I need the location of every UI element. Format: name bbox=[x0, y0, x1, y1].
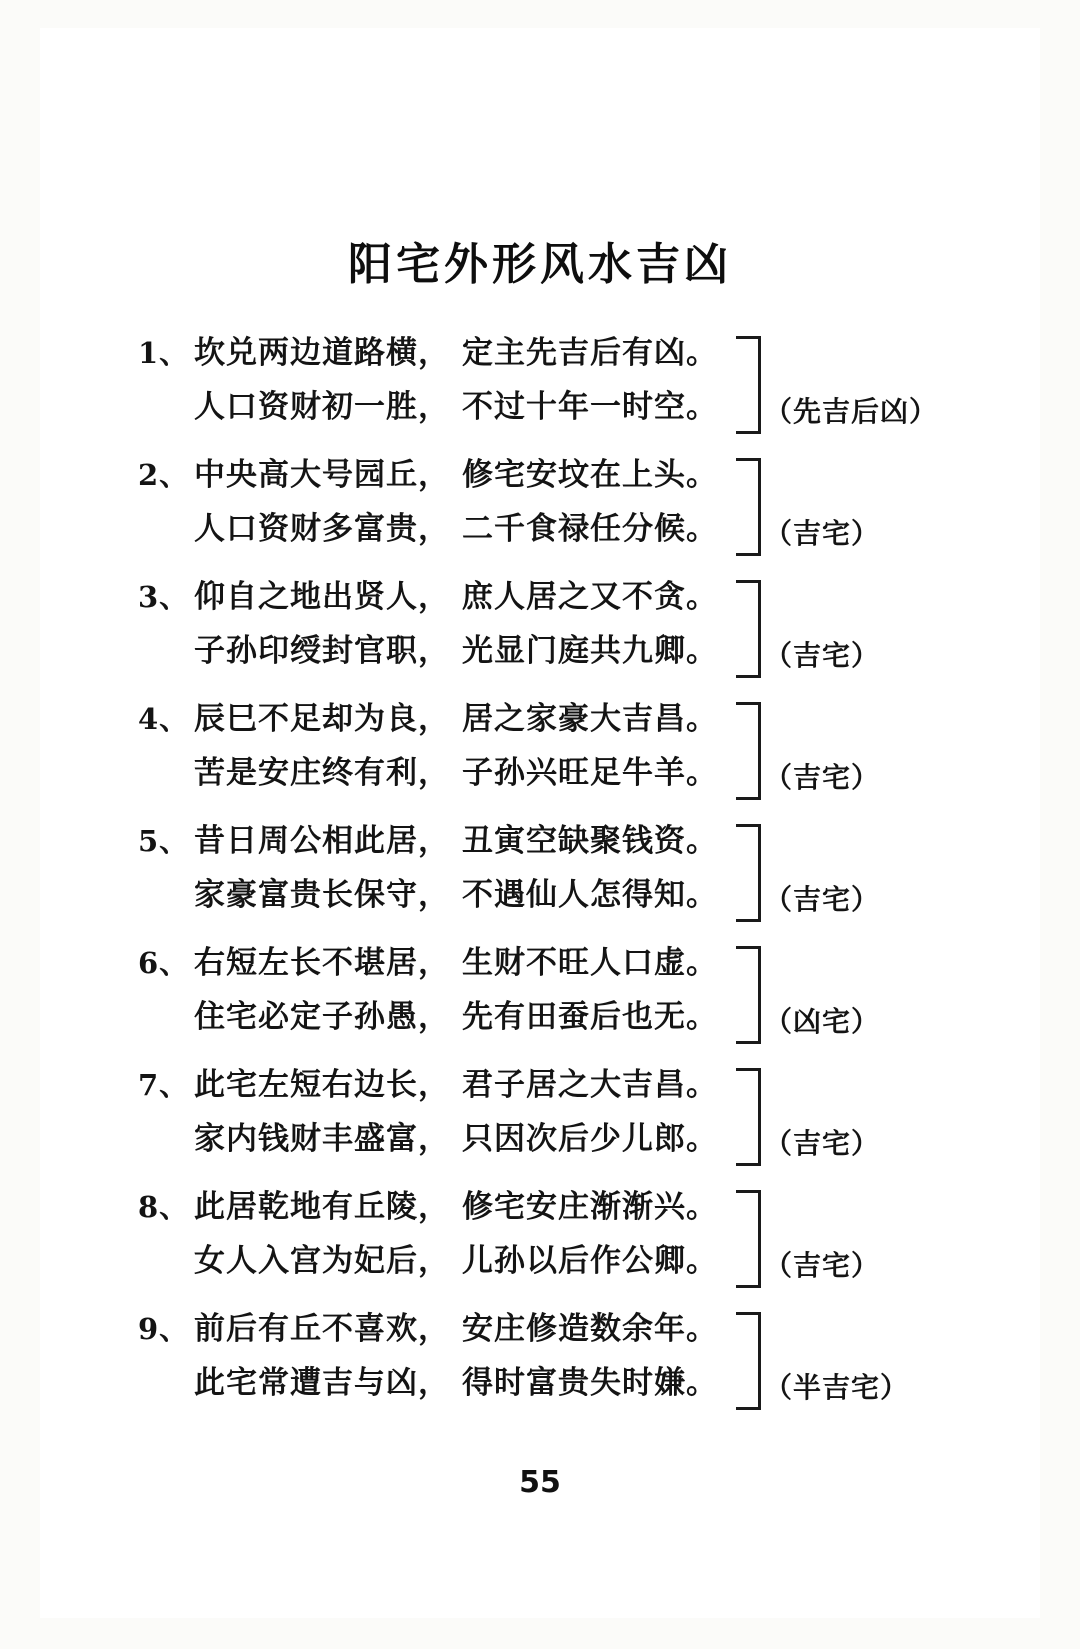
verse-text: 居之家豪大吉昌。 bbox=[462, 701, 718, 737]
brace-bracket bbox=[736, 824, 761, 922]
verse-text: 坎兑两边道路横， bbox=[194, 335, 450, 371]
verse-item bbox=[138, 1180, 1000, 1288]
verse-verdict-tag: （吉宅） bbox=[764, 517, 881, 550]
verse-text: 不遇仙人怎得知。 bbox=[462, 877, 718, 913]
page-content bbox=[40, 28, 1040, 1618]
verse-text: 子孙兴旺足牛羊。 bbox=[462, 755, 718, 791]
verse-text: 人口资财多富贵， bbox=[194, 511, 450, 547]
verse-text: 只因次后少儿郎。 bbox=[462, 1121, 718, 1157]
verse-text: 苦是安庄终有利， bbox=[194, 755, 450, 791]
verse-verdict-tag: （凶宅） bbox=[764, 1005, 881, 1038]
verse-verdict-tag: （吉宅） bbox=[764, 1127, 881, 1160]
verse-item bbox=[138, 814, 1000, 922]
verse-text: 子孙印绶封官职， bbox=[194, 633, 450, 669]
verse-text: 不过十年一时空。 bbox=[462, 389, 718, 425]
page-title: 阳宅外形风水吉凶 bbox=[348, 239, 732, 290]
verse-line bbox=[138, 1180, 1000, 1234]
verse-text: 前后有丘不喜欢， bbox=[194, 1311, 450, 1347]
verse-item bbox=[138, 1302, 1000, 1410]
verse-item bbox=[138, 1058, 1000, 1166]
verse-verdict-tag: （半吉宅） bbox=[764, 1371, 910, 1404]
verse-text: 丑寅空缺聚钱资。 bbox=[462, 823, 718, 859]
verse-text: 仰自之地出贤人， bbox=[194, 579, 450, 615]
verse-text: 右短左长不堪居， bbox=[194, 945, 450, 981]
verse-number: 6、 bbox=[138, 946, 190, 980]
verse-line bbox=[138, 326, 1000, 380]
verse-line bbox=[138, 814, 1000, 868]
verse-text: 庶人居之又不贪。 bbox=[462, 579, 718, 615]
verse-line bbox=[138, 570, 1000, 624]
verse-verdict-tag: （吉宅） bbox=[764, 639, 881, 672]
verse-verdict-tag: （吉宅） bbox=[764, 761, 881, 794]
brace-bracket bbox=[736, 458, 761, 556]
verse-item bbox=[138, 570, 1000, 678]
verse-line bbox=[138, 936, 1000, 990]
verse-text: 人口资财初一胜， bbox=[194, 389, 450, 425]
verse-text: 辰巳不足却为良， bbox=[194, 701, 450, 737]
verse-verdict-tag: （吉宅） bbox=[764, 883, 881, 916]
verse-text: 得时富贵失时嫌。 bbox=[462, 1365, 718, 1401]
verse-text: 安庄修造数余年。 bbox=[462, 1311, 718, 1347]
verse-line bbox=[138, 448, 1000, 502]
verse-text: 此宅左短右边长， bbox=[194, 1067, 450, 1103]
brace-bracket bbox=[736, 946, 761, 1044]
brace-bracket bbox=[736, 1190, 761, 1288]
brace-bracket bbox=[736, 1068, 761, 1166]
verse-text: 二千食禄任分候。 bbox=[462, 511, 718, 547]
verse-text: 住宅必定子孙愚， bbox=[194, 999, 450, 1035]
verse-text: 先有田蚕后也无。 bbox=[462, 999, 718, 1035]
verse-text: 中央高大号园丘， bbox=[194, 457, 450, 493]
verse-text: 女人入宫为妃后， bbox=[194, 1243, 450, 1279]
verse-list bbox=[40, 326, 1040, 1410]
verse-text: 儿孙以后作公卿。 bbox=[462, 1243, 718, 1279]
verse-text: 修宅安坟在上头。 bbox=[462, 457, 718, 493]
verse-number: 8、 bbox=[138, 1190, 190, 1224]
verse-verdict-tag: （吉宅） bbox=[764, 1249, 881, 1282]
verse-text: 光显门庭共九卿。 bbox=[462, 633, 718, 669]
verse-number: 7、 bbox=[138, 1068, 190, 1102]
verse-line bbox=[138, 1302, 1000, 1356]
verse-number: 5、 bbox=[138, 824, 190, 858]
verse-number: 2、 bbox=[138, 458, 190, 492]
brace-bracket bbox=[736, 702, 761, 800]
verse-number: 1、 bbox=[138, 336, 190, 370]
verse-text: 君子居之大吉昌。 bbox=[462, 1067, 718, 1103]
verse-text: 此宅常遭吉与凶， bbox=[194, 1365, 450, 1401]
verse-line bbox=[138, 692, 1000, 746]
verse-item bbox=[138, 326, 1000, 434]
page-number: 55 bbox=[519, 1465, 561, 1500]
verse-text: 家内钱财丰盛富， bbox=[194, 1121, 450, 1157]
verse-text: 定主先吉后有凶。 bbox=[462, 335, 718, 371]
verse-item bbox=[138, 692, 1000, 800]
verse-verdict-tag: （先吉后凶） bbox=[764, 395, 939, 428]
brace-bracket bbox=[736, 336, 761, 434]
verse-text: 修宅安庄渐渐兴。 bbox=[462, 1189, 718, 1225]
verse-number: 9、 bbox=[138, 1312, 190, 1346]
verse-number: 3、 bbox=[138, 580, 190, 614]
verse-line bbox=[138, 1058, 1000, 1112]
verse-text: 家豪富贵长保守， bbox=[194, 877, 450, 913]
verse-text: 此居乾地有丘陵， bbox=[194, 1189, 450, 1225]
verse-number: 4、 bbox=[138, 702, 190, 736]
verse-item bbox=[138, 936, 1000, 1044]
verse-text: 昔日周公相此居， bbox=[194, 823, 450, 859]
brace-bracket bbox=[736, 1312, 761, 1410]
verse-item bbox=[138, 448, 1000, 556]
brace-bracket bbox=[736, 580, 761, 678]
verse-text: 生财不旺人口虚。 bbox=[462, 945, 718, 981]
